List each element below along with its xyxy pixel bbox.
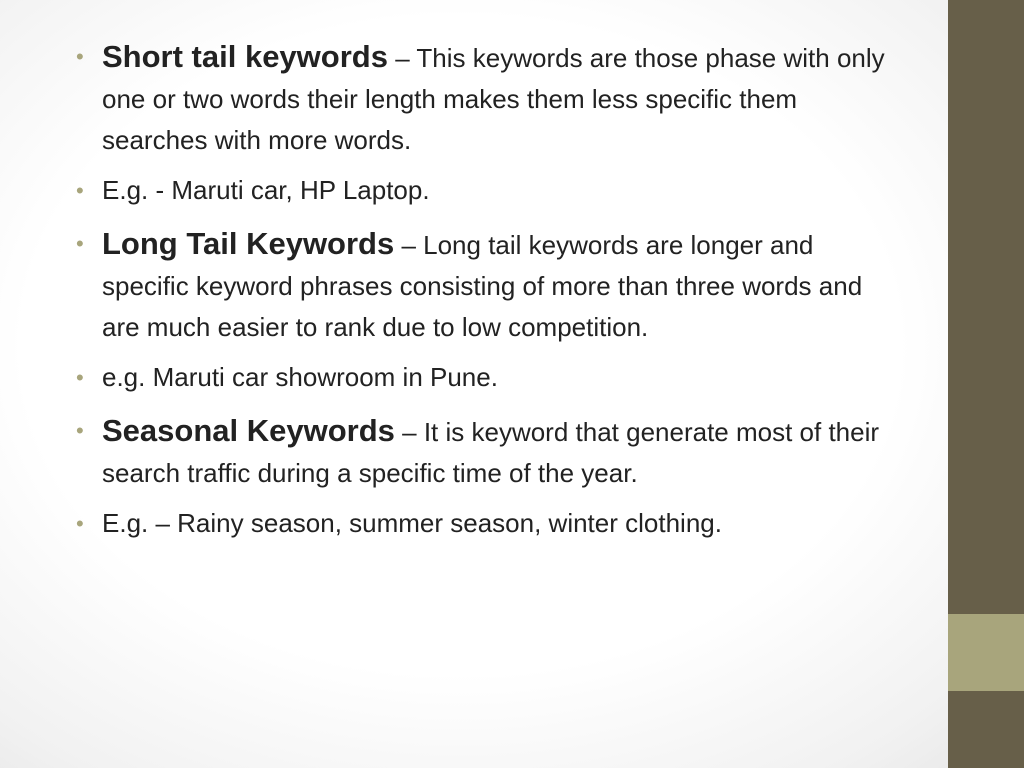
bullet-dot-icon: • bbox=[76, 44, 84, 69]
bullet-short-tail-example bbox=[70, 170, 900, 211]
bullet-short-tail bbox=[70, 36, 900, 161]
example-long-tail: e.g. Maruti car showroom in Pune. bbox=[102, 362, 498, 392]
term-long-tail: Long Tail Keywords bbox=[102, 226, 395, 261]
bullet-dot-icon: • bbox=[76, 178, 84, 203]
term-short-tail: Short tail keywords bbox=[102, 39, 388, 74]
bullet-dot-icon: • bbox=[76, 231, 84, 256]
bullet-dot-icon: • bbox=[76, 365, 84, 390]
bullet-seasonal-example bbox=[70, 503, 900, 544]
bullet-long-tail-example bbox=[70, 357, 900, 398]
side-accent-block bbox=[948, 614, 1024, 691]
example-short-tail: E.g. - Maruti car, HP Laptop. bbox=[102, 175, 430, 205]
example-seasonal: E.g. – Rainy season, summer season, winter clothing. bbox=[102, 508, 722, 538]
bullet-dot-icon: • bbox=[76, 511, 84, 536]
bullet-seasonal bbox=[70, 410, 900, 494]
bullet-list bbox=[70, 36, 900, 556]
bullet-dot-icon: • bbox=[76, 418, 84, 443]
desc-long-tail: – Long tail keywords are longer and specific keyword phrases consisting of more than three words and are much easier to rank due to low competition. bbox=[102, 230, 863, 342]
bullet-long-tail bbox=[70, 223, 900, 348]
desc-seasonal: – It is keyword that generate most of their search traffic during a specific time of the year. bbox=[102, 417, 880, 488]
term-seasonal: Seasonal Keywords bbox=[102, 413, 395, 448]
desc-short-tail: – This keywords are those phase with only one or two words their length makes them less specific them searches with more words. bbox=[102, 43, 885, 155]
